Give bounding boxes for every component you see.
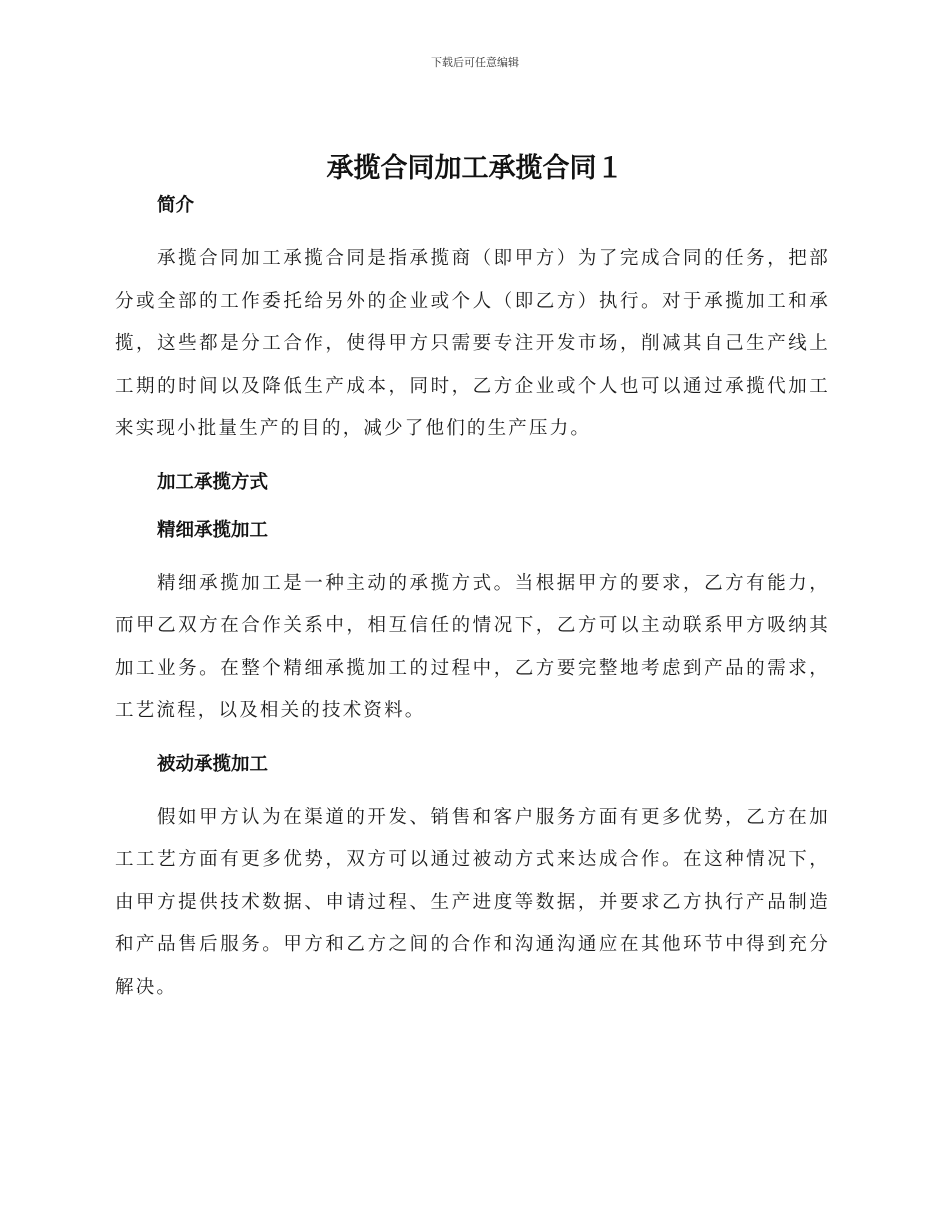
paragraph-intro: 承揽合同加工承揽合同是指承揽商（即甲方）为了完成合同的任务，把部分或全部的工作委托给另外的企业或个人（即乙方）执行。对于承揽加工和承揽，这些都是分工合作，使得甲方只需要专注开发市场，削减其自己生产线上工期的时间以及降低生产成本，同时，乙方企业或个人也可以通过承揽代加工来实现小批量生产的目的，减少了他们的生产压力。 [115,248,830,439]
section-heading-fine: 精细承揽加工 [157,519,269,541]
paragraph-fine: 精细承揽加工是一种主动的承揽方式。当根据甲方的要求，乙方有能力，而甲乙双方在合作关系中，相互信任的情况下，乙方可以主动联系甲方吸纳其加工业务。在整个精细承揽加工的过程中，乙方要完整地考虑到产品的需求，工艺流程，以及相关的技术资料。 [115,572,830,721]
document-body [115,190,830,1009]
section-heading-methods: 加工承揽方式 [157,471,269,493]
header-note: 下载后可任意编辑 [431,56,519,69]
section-heading-passive: 被动承揽加工 [157,753,269,775]
paragraph-passive: 假如甲方认为在渠道的开发、销售和客户服务方面有更多优势，乙方在加工工艺方面有更多优势，双方可以通过被动方式来达成合作。在这种情况下，由甲方提供技术数据、申请过程、生产进度等数据，并要求乙方执行产品制造和产品售后服务。甲方和乙方之间的合作和沟通沟通应在其他环节中得到充分解决。 [115,806,830,998]
section-heading-intro: 简介 [157,195,195,216]
page-title: 承揽合同加工承揽合同１ [326,153,624,184]
